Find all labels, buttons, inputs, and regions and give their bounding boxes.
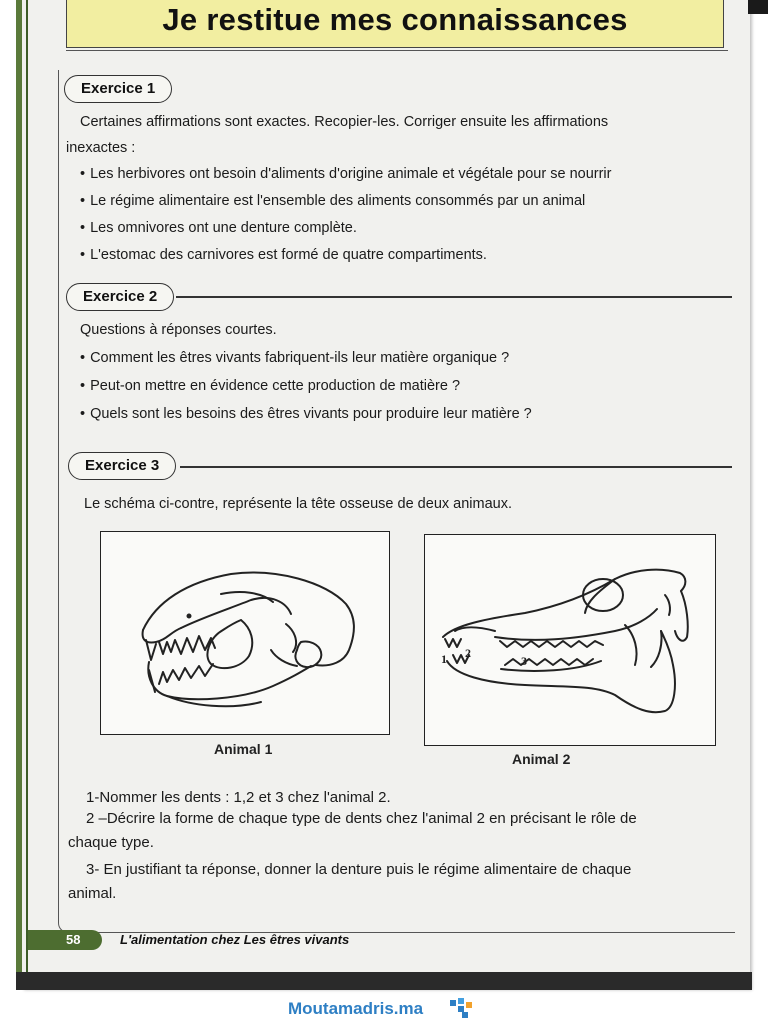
animal-1-figure (100, 531, 390, 735)
exercise-1-item (80, 247, 487, 263)
tooth-label-1: 1 (441, 652, 447, 666)
exercise-1-item (80, 166, 611, 182)
exercise-2-item (80, 378, 460, 394)
exercise-3-question-3-cont: animal. (68, 885, 117, 902)
exercise-2-item-text: Quels sont les besoins des êtres vivants pour produire leur matière ? (90, 406, 532, 422)
exercise-3-question-3: 3- En justifiant ta réponse, donner la denture puis le régime alimentaire de chaque (86, 861, 632, 878)
exercise-3-question-2-cont: chaque type. (68, 834, 154, 851)
herbivore-skull-drawing (425, 535, 715, 745)
chapter-title: L'alimentation chez Les êtres vivants (120, 932, 350, 947)
exercise-2-instruction: Questions à réponses courtes. (80, 322, 277, 338)
exercise-3-question-2: 2 –Décrire la forme de chaque type de dents chez l'animal 2 en précisant le rôle de (86, 810, 637, 827)
page-number: 58 (66, 932, 81, 947)
animal-2-figure (424, 534, 716, 746)
page-title: Je restitue mes connaissances (162, 2, 628, 37)
title-underline (66, 50, 728, 51)
tooth-label-2: 2 (465, 646, 471, 660)
exercise-2-item-text: Peut-on mettre en évidence cette production de matière ? (90, 378, 461, 394)
exercise-1-instruction-cont: inexactes : (66, 140, 136, 156)
page-corner-shadow (748, 0, 768, 14)
exercise-1-item-text: Le régime alimentaire est l'ensemble des aliments consommés par un animal (90, 193, 586, 209)
tooth-label-3: 3 (521, 654, 527, 668)
green-margin-line (26, 0, 28, 975)
animal-1-caption: Animal 1 (214, 741, 273, 757)
exercise-3-rule (180, 466, 732, 468)
exercise-1-item (80, 193, 585, 209)
animal-2-caption: Animal 2 (512, 751, 571, 767)
exercise-3-question-1: 1-Nommer les dents : 1,2 et 3 chez l'animal 2. (86, 789, 391, 806)
exercise-1-label: Exercice 1 (64, 75, 172, 103)
exercise-3-intro: Le schéma ci-contre, représente la tête osseuse de deux animaux. (84, 496, 512, 512)
exercise-1-instruction: Certaines affirmations sont exactes. Recopier-les. Corriger ensuite les affirmations (80, 114, 609, 130)
exercise-2-item (80, 406, 532, 422)
exercise-2-item (80, 350, 509, 366)
exercise-2-item-text: Comment les êtres vivants fabriquent-ils leur matière organique ? (90, 350, 510, 366)
page-bottom-shadow (16, 972, 752, 990)
watermark-text: Moutamadris.ma (288, 999, 424, 1018)
exercise-1-item-text: Les omnivores ont une denture complète. (90, 220, 357, 236)
page-number-tab (28, 930, 102, 950)
exercise-1-item-text: L'estomac des carnivores est formé de quatre compartiments. (90, 247, 487, 263)
exercise-1-item-text: Les herbivores ont besoin d'aliments d'origine animale et végétale pour se nourrir (90, 166, 612, 182)
carnivore-skull-drawing (101, 532, 389, 734)
exercise-1-item (80, 220, 357, 236)
watermark-logo-icon (448, 996, 474, 1025)
exercise-2-label: Exercice 2 (66, 283, 174, 311)
title-banner (66, 0, 724, 48)
exercise-3-label: Exercice 3 (68, 452, 176, 480)
exercise-2-rule (176, 296, 732, 298)
